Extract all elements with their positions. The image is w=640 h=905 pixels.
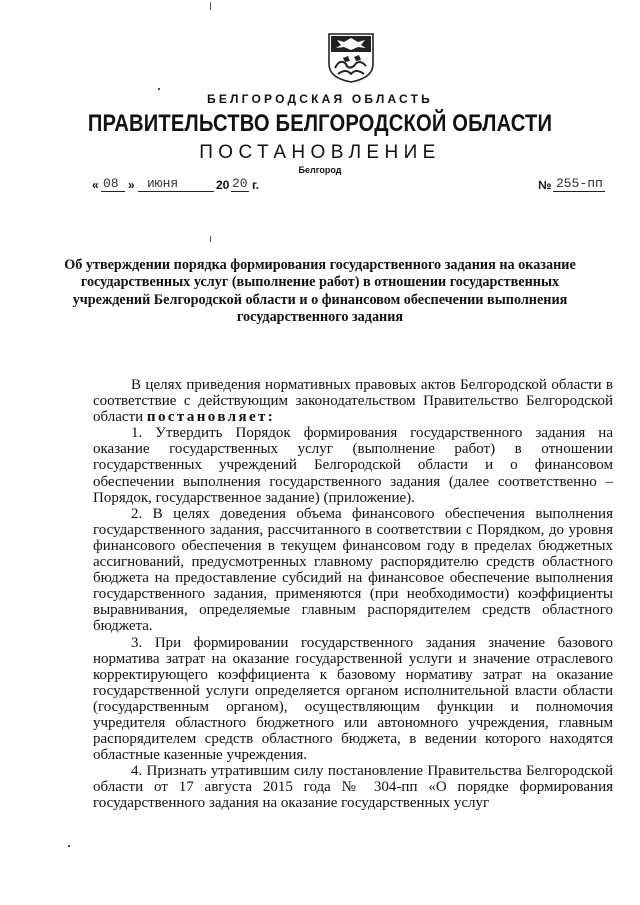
month-underline bbox=[138, 191, 214, 192]
resolves-word: постановляет: bbox=[146, 409, 276, 426]
paragraph-2: 2. В целях доведения объема финансового обеспечения выполнения государственного задания, рассчитанного в соответствии с Порядком, до уровня финансового обеспечения в текущем финансовом году в пределах бюджетных ассигнований, предусмотренных главному распорядителю средств областного бюджета на предоставление субсидий на финансовое обеспечение выполнения государственного задания, применяются (при необходимости) коэффициенты выравнивания, определяемые главным распорядителем средств областного бюджета. bbox=[93, 505, 613, 635]
date-open-quote: « bbox=[92, 178, 99, 192]
intro-paragraph bbox=[93, 377, 613, 425]
date-close-quote: » bbox=[128, 178, 135, 192]
scan-mark bbox=[210, 236, 211, 242]
number-label: № bbox=[538, 178, 552, 192]
document-body bbox=[93, 377, 613, 812]
number-underline bbox=[553, 191, 605, 192]
date-year-mark: г. bbox=[252, 178, 260, 192]
coat-of-arms-icon bbox=[326, 28, 376, 84]
scan-mark bbox=[68, 845, 70, 847]
day-underline bbox=[101, 191, 125, 192]
document-title: Об утверждении порядка формирования государственного задания на оказание государственных услуг (выполнение работ) в отношении государственных учреждений Белгородской области и о финансовом обеспечении выполнения государственного задания bbox=[64, 257, 576, 326]
city-name: Белгород bbox=[298, 165, 342, 175]
scan-mark bbox=[210, 2, 211, 10]
paragraph-4: 4. Признать утратившим силу постановление Правительства Белгородской области от 17 августа 2015 года № 304-пп «О порядке формирования государственного задания на оказание государственных услуг bbox=[93, 763, 613, 812]
document-number: 255-пп bbox=[556, 176, 603, 191]
date-year-suffix: 20 bbox=[232, 176, 248, 191]
date-month: июня bbox=[147, 176, 179, 191]
date-day: 08 bbox=[103, 176, 119, 191]
region-name: БЕЛГОРОДСКАЯ ОБЛАСТЬ bbox=[207, 92, 433, 106]
year-underline bbox=[231, 191, 249, 192]
paragraph-3: 3. При формировании государственного задания значение базового норматива затрат на оказание государственной услуги и значение отраслевого корректирующего коэффициента к базовому нормативу затрат на оказание государственной услуги определяется органом исполнительной власти области (государственным органом), осуществляющим функции и полномочия учредителя областного бюджетного или автономного учреждения, главным распорядителем средств областного бюджета, в ведении которого находятся областные казенные учреждения. bbox=[93, 634, 613, 764]
date-year-prefix: 20 bbox=[216, 178, 230, 192]
date-line bbox=[0, 177, 640, 195]
intro-text: В целях приведения нормативных правовых актов Белгородской области в соответствие с действующим законодательством Правительство Белгородской области bbox=[93, 377, 613, 426]
scan-mark bbox=[158, 88, 160, 90]
document-type: ПОСТАНОВЛЕНИЕ bbox=[199, 142, 441, 163]
government-title: ПРАВИТЕЛЬСТВО БЕЛГОРОДСКОЙ ОБЛАСТИ bbox=[87, 110, 553, 137]
paragraph-1: 1. Утвердить Порядок формирования государственного задания на оказание государственных услуг (выполнение работ) в отношении государственных учреждений Белгородской области и о финансовом обеспечении выполнения государственного задания (далее соответственно – Порядок, государственное задание) (приложение). bbox=[93, 425, 613, 506]
